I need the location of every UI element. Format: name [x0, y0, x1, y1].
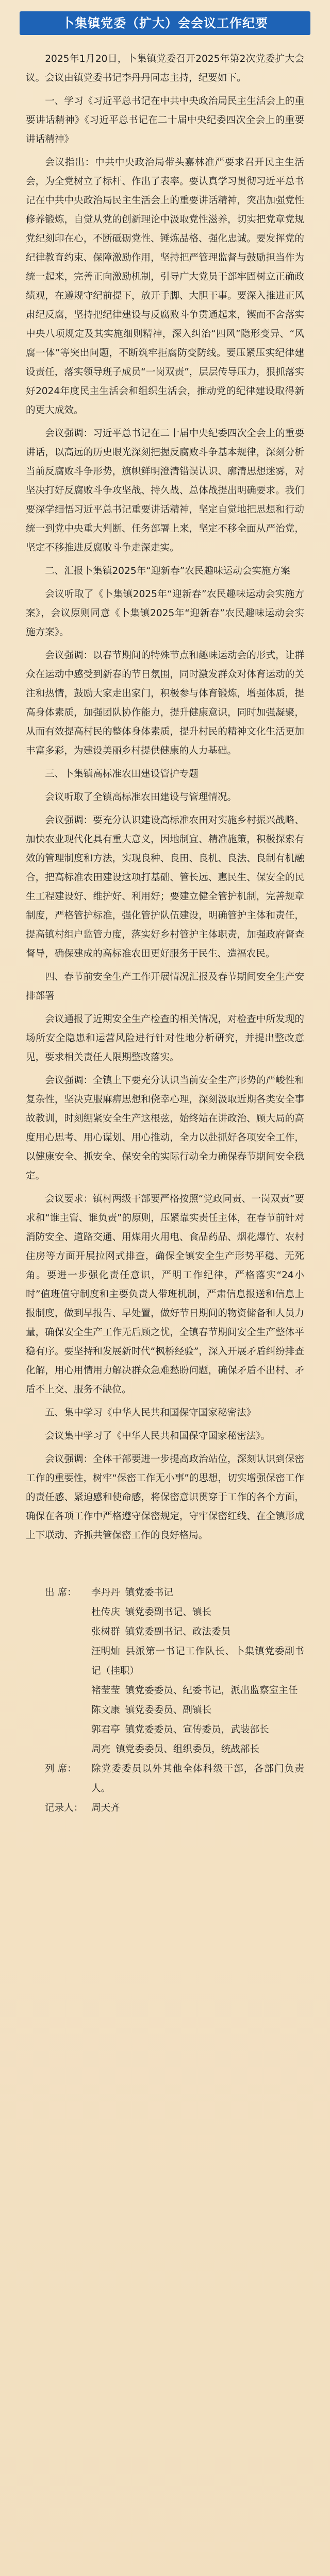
nonvoting-row [26, 1759, 304, 1799]
section-4-paragraph-1: 会议通报了近期安全生产检查的相关情况，对检查中所发现的场所安全隐患和运营风险进行针对性地分析研究，并提出整改意见，要求相关责任人限期整改落实。 [26, 1014, 304, 1063]
section-1-heading: 一、学习《习近平总书记在中共中央政治局民主生活会上的重要讲话精神》《习近平总书记在二十届中央纪委四次全会上的重要讲话精神》 [26, 96, 304, 145]
attendee: 汪明灿 县派第一书记工作队长、卜集镇党委副书记（挂职） [91, 1646, 304, 1676]
attendee: 李丹丹 镇党委书记 [91, 1587, 173, 1598]
attendee: 褚莹莹 镇党委委员、纪委书记，派出监察室主任 [91, 1685, 298, 1696]
section-2-paragraph-1: 会议听取了《卜集镇2025年“迎新春”农民趣味运动会实施方案》，会议原则同意《卜集镇2025年“迎新春”农民趣味运动会实施方案》。 [26, 589, 304, 638]
section-4-paragraph-3: 会议要求：镇村两级干部要严格按照“党政同责、一岗双责”要求和“谁主管、谁负责”的原则，压紧靠实责任主体，在春节前针对消防安全、道路交通、用煤用火用电、食品药品、烟花爆竹、农村住房等方面开展拉网式排查，确保全镇安全生产形势平稳、无死角。要进一步强化责任意识，严明工作纪律，严格落实“24小时”值班值守制度和主要负责人带班机制，严肃信息报送和信息上报制度，做到早报告、早处置，做好节日期间的物资储备和人员力量，确保安全生产工作无后顾之忧，全镇春节期间安全生产整体平稳有序。要坚持和发展新时代“枫桥经验”，深入开展矛盾纠纷排查化解，用心用情用力解决群众急难愁盼问题，确保矛盾不出村、矛盾不上交、服务不缺位。 [26, 1194, 304, 1395]
attendees-row [26, 1583, 304, 1759]
section-3-paragraph-2: 会议强调：要充分认识建设高标准农田对实施乡村振兴战略、加快农业现代化具有重大意义，因地制宜、精准施策，积极探索有效的管理制度和方法，实现良种、良田、良机、良法、良制有机融合，把高标准农田建设这项打基础、管长远、惠民生、保安全的民生工程建设好、维护好、利用好；要建立健全管护机制，完善规章制度，严格管护标准，强化管护队伍建设，明确管护主体和责任，提高镇村组户监管力度，落实好乡村管护主体职责，加强政府督查督导，确保建成的高标准农田更好服务于民生、造福农民。 [26, 815, 304, 959]
recorder-name: 周天齐 [91, 1803, 120, 1814]
attendees-label: 出 席： [45, 1587, 77, 1598]
section-5-paragraph-1: 会议集中学习了《中华人民共和国保守国家秘密法》。 [45, 1431, 271, 1442]
section-1-paragraph-2: 会议强调：习近平总书记在二十届中央纪委四次全会上的重要讲话，以高远的历史眼光深刻把握反腐败斗争基本规律，深刻分析当前反腐败斗争形势，旗帜鲜明澄清错误认识、廓清思想迷雾，对坚决打好反腐败斗争攻坚战、持久战、总体战提出明确要求。我们要深学细悟习近平总书记重要讲话精神，坚定自觉地把思想和行动统一到党中央重大判断、任务部署上来，坚定不移全面从严治党，坚定不移推进反腐败斗争走深走实。 [26, 428, 304, 553]
title-banner [20, 11, 310, 35]
document-body [26, 49, 304, 1818]
section-2-heading: 二、汇报卜集镇2025年“迎新春”农民趣味运动会实施方案 [45, 566, 290, 577]
section-4-heading: 四、春节前安全生产工作开展情况汇报及春节期间安全生产安排部署 [26, 972, 304, 1002]
section-2-paragraph-2: 会议强调：以春节期间的特殊节点和趣味运动会的形式，让群众在运动中感受到新春的节日氛围，同时激发群众对体育运动的关注和热情，鼓励大家走出家门，积极参与体育锻炼，增强体质，提高身体素质，加强团队协作能力，提升健康意识，同时加强凝聚，从而有效提高村民的整体身体素质，提升村民的精神文化生活更加丰富多彩，为建设美丽乡村提供健康的人力基础。 [26, 650, 304, 756]
attendee: 陈文康 镇党委委员、副镇长 [91, 1705, 212, 1716]
nonvoting-text: 除党委委员以外其他全体科级干部，各部门负责人。 [91, 1764, 304, 1794]
section-3-paragraph-1: 会议听取了全镇高标准农田建设与管理情况。 [45, 792, 237, 803]
recorder-label: 记录人： [45, 1803, 84, 1814]
section-3-heading: 三、卜集镇高标准农田建设管护专题 [45, 769, 199, 779]
section-5-paragraph-2: 会议强调：全体干部要进一步提高政治站位，深刻认识到保密工作的重要性，树牢“保密工作无小事”的思想，切实增强保密工作的责任感、紧迫感和使命感，将保密意识贯穿于工作的各个方面，确保在各项工作中严格遵守保密规定，守牢保密红线、在全镇形成上下联动、齐抓共管保密工作的良好格局。 [26, 1454, 304, 1541]
section-4-paragraph-2: 会议强调：全镇上下要充分认识当前安全生产形势的严峻性和复杂性，坚决克服麻痹思想和侥幸心理，深刻汲取近期各类安全事故教训，时刻绷紧安全生产这根弦，始终站在讲政治、顾大局的高度用心思考、用心谋划、用心推动，全力以赴抓好各项安全工作，以健康安全、抓安全、保安全的实际行动全力确保春节期间安全稳定。 [26, 1075, 304, 1181]
attendee: 杜传庆 镇党委副书记、镇长 [91, 1607, 212, 1618]
attendance-block [26, 1583, 304, 1818]
section-5-heading: 五、集中学习《中华人民共和国保守国家秘密法》 [45, 1408, 256, 1418]
intro-paragraph: 2025年1月20日，卜集镇党委召开2025年第2次党委扩大会议。会议由镇党委书记李丹丹同志主持，纪要如下。 [26, 54, 304, 83]
attendees-list [91, 1583, 304, 1759]
section-1-paragraph-1: 会议指出：中共中央政治局带头嘉林准严要求召开民主生活会，为全党树立了标杆、作出了表率。要认真学习贯彻习近平总书记在中共中央政治局民主生活会上的重要讲话精神，突出加强党性修养锻炼，自觉从党的创新理论中汲取党性滋养，切实把党章党规党纪刻印在心，不断砥砺党性、锤炼品格、强化忠诚。要发挥党的纪律教育约束、保障激励作用，坚持把严管理监督与鼓励担当作为统一起来，完善正向激励机制，引导广大党员干部牢固树立正确政绩观，在遵规守纪前提下，放开手脚、大胆干事。要深入推进正风肃纪反腐，坚持把纪律建设与反腐败斗争贯通起来，锲而不舍落实中央八项规定及其实施细则精神，深入纠治“四风”隐形变异、“风腐一体”等突出问题，不断筑牢拒腐防变防线。要压紧压实纪律建设责任，落实领导班子成员“一岗双责”，层层传导压力，狠抓落实好2024年度民主生活会和组织生活会，推动党的纪律建设取得新的更大成效。 [26, 157, 304, 416]
attendee: 张树群 镇党委副书记、政法委员 [91, 1626, 231, 1637]
attendee: 周亮 镇党委委员、组织委员，统战部长 [91, 1744, 260, 1755]
document-title: 卜集镇党委（扩大）会会议工作纪要 [62, 16, 268, 30]
nonvoting-label: 列 席： [45, 1764, 77, 1774]
attendee: 郭君亭 镇党委委员、宣传委员，武装部长 [91, 1724, 269, 1735]
recorder-row [26, 1799, 304, 1818]
